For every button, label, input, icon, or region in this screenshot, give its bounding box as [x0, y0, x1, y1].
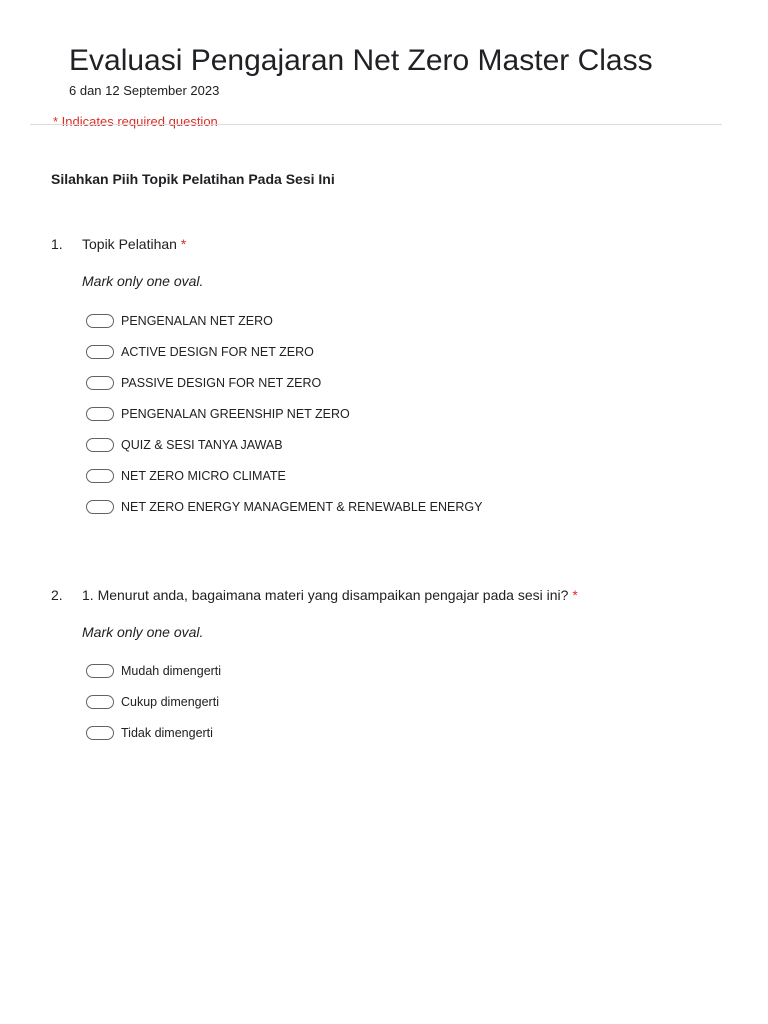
radio-oval[interactable]	[86, 376, 114, 390]
radio-option[interactable]	[86, 693, 219, 711]
form-subtitle: 6 dan 12 September 2023	[69, 83, 220, 98]
radio-oval[interactable]	[86, 314, 114, 328]
radio-option[interactable]	[86, 436, 283, 454]
question-label: Topik Pelatihan	[82, 236, 177, 252]
question-hint: Mark only one oval.	[82, 624, 204, 640]
question-text	[82, 586, 578, 604]
option-label: Cukup dimengerti	[121, 695, 219, 709]
question-text	[82, 235, 186, 253]
radio-oval[interactable]	[86, 438, 114, 452]
radio-oval[interactable]	[86, 407, 114, 421]
option-label: QUIZ & SESI TANYA JAWAB	[121, 438, 283, 452]
header-divider	[30, 124, 722, 125]
radio-oval[interactable]	[86, 695, 114, 709]
radio-oval[interactable]	[86, 726, 114, 740]
radio-oval[interactable]	[86, 469, 114, 483]
radio-option[interactable]	[86, 312, 273, 330]
option-label: PENGENALAN NET ZERO	[121, 314, 273, 328]
radio-oval[interactable]	[86, 664, 114, 678]
option-label: NET ZERO ENERGY MANAGEMENT & RENEWABLE ENERGY	[121, 500, 483, 514]
question-number: 1.	[51, 236, 63, 252]
radio-oval[interactable]	[86, 345, 114, 359]
section-title: Silahkan Piih Topik Pelatihan Pada Sesi Ini	[51, 171, 335, 187]
option-label: Tidak dimengerti	[121, 726, 213, 740]
required-asterisk: *	[572, 587, 578, 603]
radio-option[interactable]	[86, 662, 221, 680]
radio-oval[interactable]	[86, 500, 114, 514]
option-label: Mudah dimengerti	[121, 664, 222, 678]
form-title: Evaluasi Pengajaran Net Zero Master Class	[69, 44, 653, 77]
option-label: NET ZERO MICRO CLIMATE	[121, 469, 286, 483]
radio-option[interactable]	[86, 467, 286, 485]
option-label: PASSIVE DESIGN FOR NET ZERO	[121, 376, 322, 390]
question-number: 2.	[51, 587, 63, 603]
radio-option[interactable]	[86, 374, 321, 392]
radio-option[interactable]	[86, 724, 213, 742]
radio-option[interactable]	[86, 498, 482, 516]
option-label: ACTIVE DESIGN FOR NET ZERO	[121, 345, 314, 359]
question-hint: Mark only one oval.	[82, 273, 204, 289]
radio-option[interactable]	[86, 405, 350, 423]
radio-option[interactable]	[86, 343, 314, 361]
option-label: PENGENALAN GREENSHIP NET ZERO	[121, 407, 350, 421]
question-label: 1. Menurut anda, bagaimana materi yang disampaikan pengajar pada sesi ini?	[82, 587, 569, 603]
required-asterisk: *	[180, 236, 187, 252]
required-question-note: * Indicates required question	[53, 114, 218, 129]
